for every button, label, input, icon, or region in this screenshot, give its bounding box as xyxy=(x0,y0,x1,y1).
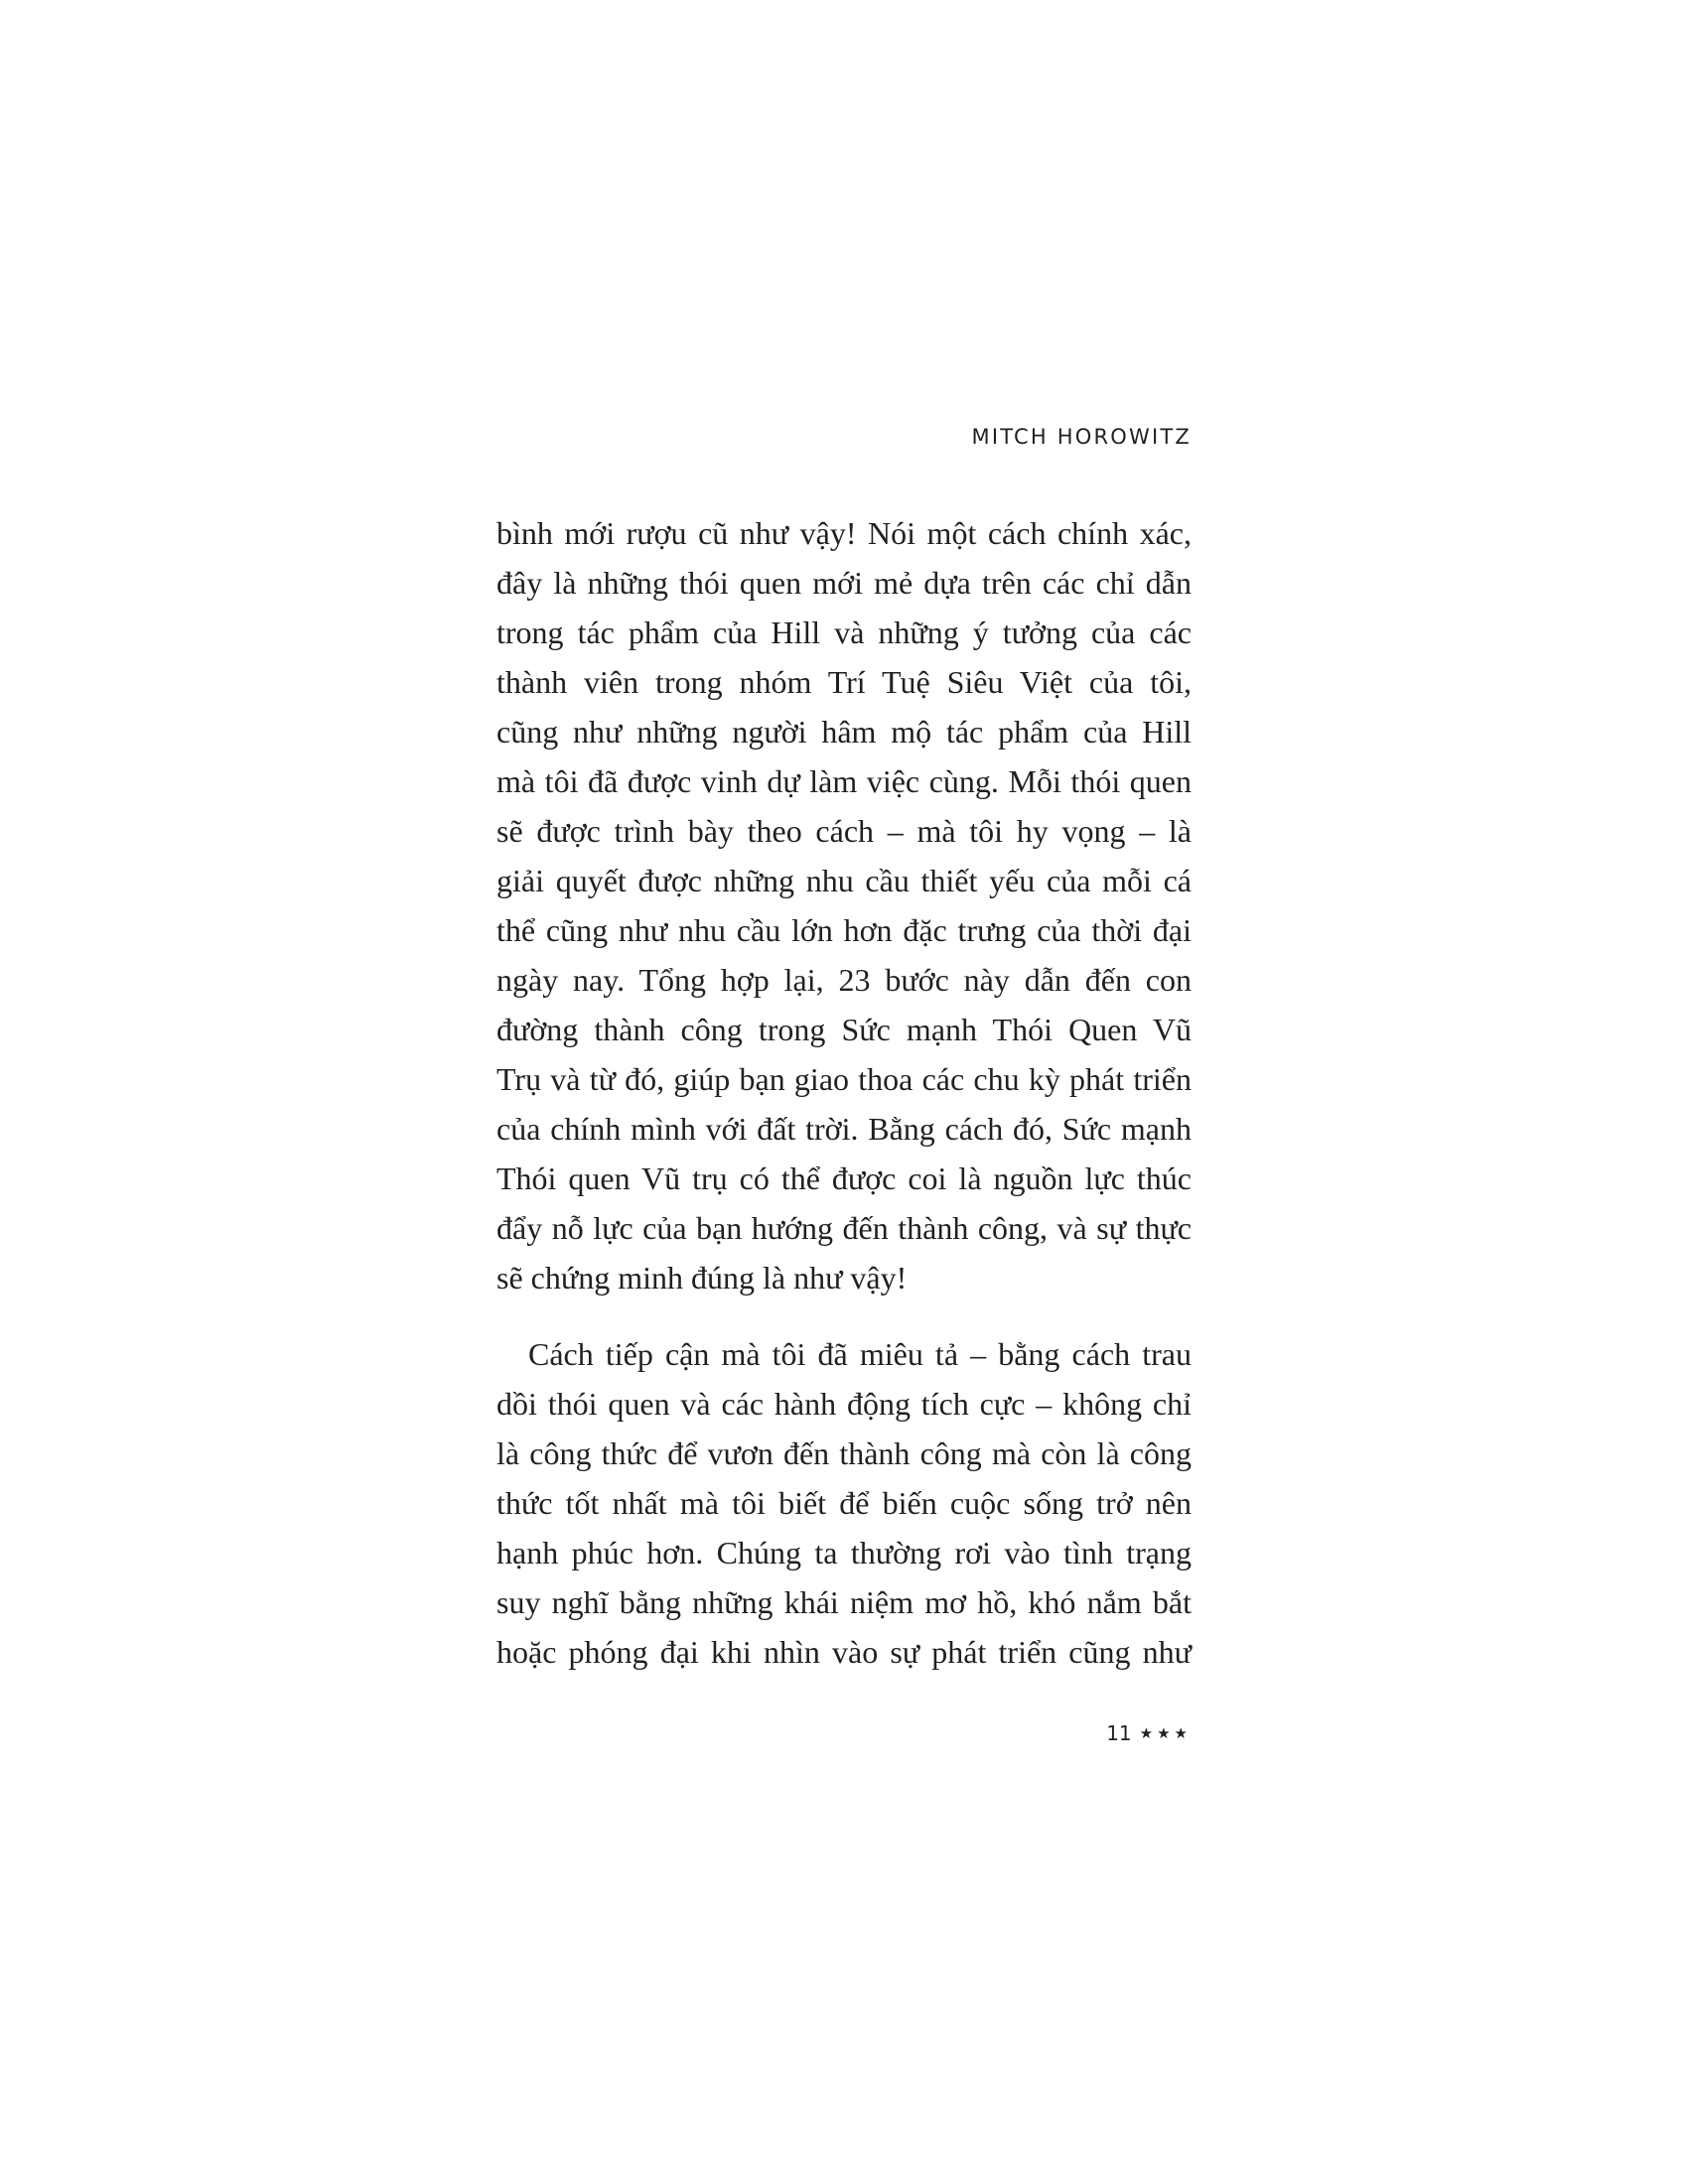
text-line: là công thức để vươn đến thành công mà còn là công xyxy=(496,1435,1192,1471)
text-line: đường thành công trong Sức mạnh Thói Quen Vũ xyxy=(496,1012,1192,1047)
page-number: 11 xyxy=(1106,1721,1132,1745)
text-line: Cách tiếp cận mà tôi đã miêu tả – bằng cách trau xyxy=(528,1336,1192,1372)
text-line: cũng như những người hâm mộ tác phẩm của Hill xyxy=(496,714,1192,750)
text-line: thành viên trong nhóm Trí Tuệ Siêu Việt của tôi, xyxy=(496,664,1192,700)
text-line: thể cũng như nhu cầu lớn hơn đặc trưng của thời đại xyxy=(496,912,1192,948)
text-line: dồi thói quen và các hành động tích cực – không chỉ xyxy=(496,1386,1192,1422)
text-line: mà tôi đã được vinh dự làm việc cùng. Mỗi thói quen xyxy=(496,763,1192,799)
text-line: của chính mình với đất trời. Bằng cách đó, Sức mạnh xyxy=(496,1111,1192,1147)
text-line: suy nghĩ bằng những khái niệm mơ hồ, khó nắm bắt xyxy=(496,1584,1192,1620)
text-line: đây là những thói quen mới mẻ dựa trên các chỉ dẫn xyxy=(496,565,1192,601)
text-line: hoặc phóng đại khi nhìn vào sự phát triển cũng như xyxy=(496,1634,1192,1670)
text-line: đẩy nỗ lực của bạn hướng đến thành công, và sự thực xyxy=(496,1210,1192,1246)
text-line: sẽ được trình bày theo cách – mà tôi hy vọng – là xyxy=(496,813,1192,849)
star-ornament-icon: ★★★ xyxy=(1139,1724,1192,1742)
text-line: giải quyết được những nhu cầu thiết yếu của mỗi cá xyxy=(496,863,1192,898)
text-line: Trụ và từ đó, giúp bạn giao thoa các chu kỳ phát triển xyxy=(496,1061,1192,1097)
paragraph-spacer xyxy=(496,1302,1192,1329)
text-line: hạnh phúc hơn. Chúng ta thường rơi vào tình trạng xyxy=(496,1535,1192,1570)
text-line: Thói quen Vũ trụ có thể được coi là nguồn lực thúc xyxy=(496,1160,1192,1196)
running-head-author: MITCH HOROWITZ xyxy=(971,425,1192,449)
text-line: bình mới rượu cũ như vậy! Nói một cách chính xác, xyxy=(496,515,1192,551)
text-line: ngày nay. Tổng hợp lại, 23 bước này dẫn đến con xyxy=(496,962,1192,998)
page-footer xyxy=(1106,1721,1192,1745)
paragraph xyxy=(496,508,1192,1302)
body-text xyxy=(496,508,1192,1677)
text-line: thức tốt nhất mà tôi biết để biến cuộc sống trở nên xyxy=(496,1485,1192,1521)
text-line: trong tác phẩm của Hill và những ý tưởng của các xyxy=(496,614,1192,650)
text-line: sẽ chứng minh đúng là như vậy! xyxy=(496,1260,908,1296)
paragraph xyxy=(496,1329,1192,1677)
